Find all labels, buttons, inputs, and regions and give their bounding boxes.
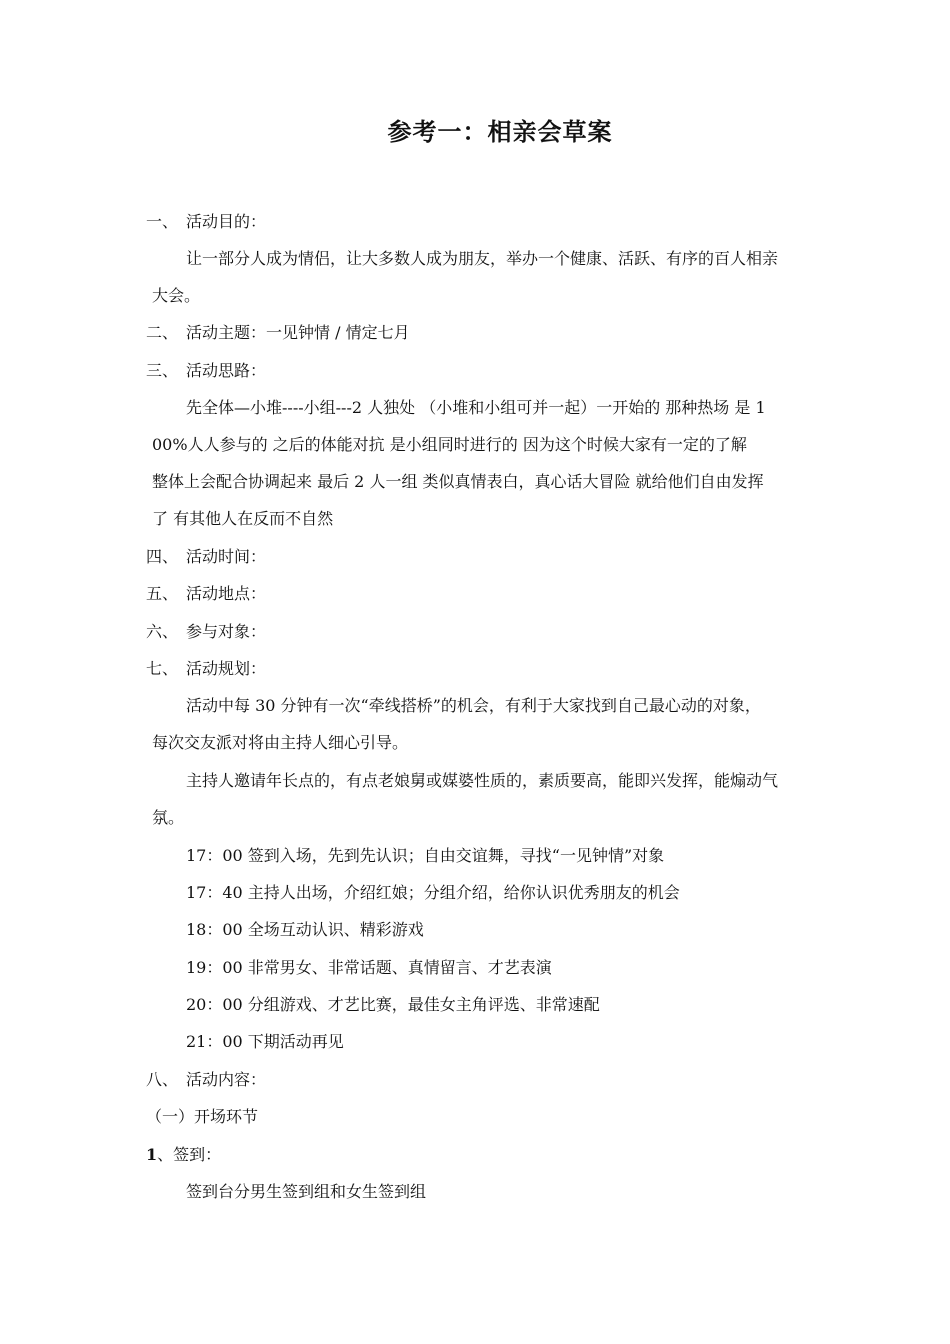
schedule-item: 21：00 下期活动再见 [186, 1032, 344, 1051]
item-number: 1 [146, 1145, 158, 1164]
paragraph-line: 主持人邀请年长点的，有点老娘舅或媒婆性质的，素质要高，能即兴发挥，能煽动气 [186, 771, 779, 790]
paragraph-line: 每次交友派对将由主持人细心引导。 [152, 733, 409, 752]
paragraph-line: 让一部分人成为情侣，让大多数人成为朋友，举办一个健康、活跃、有序的百人相亲 [186, 249, 779, 268]
section-number: 三、 [146, 361, 179, 380]
section-number: 一、 [146, 212, 179, 231]
section-label: 活动时间： [186, 547, 267, 566]
section-label: 活动地点： [186, 584, 267, 603]
schedule-item: 19：00 非常男女、非常话题、真情留言、才艺表演 [186, 958, 552, 977]
section-number: 五、 [146, 584, 179, 603]
section-number: 二、 [146, 323, 179, 342]
subsection-heading: （一）开场环节 [146, 1107, 259, 1126]
paragraph-line: 00%人人参与的 之后的体能对抗 是小组同时进行的 因为这个时候大家有一定的了解 [152, 435, 747, 454]
schedule-item: 17：00 签到入场，先到先认识；自由交谊舞，寻找“一见钟情”对象 [186, 846, 665, 865]
section-label: 活动思路： [186, 361, 267, 380]
page-title: 参考一：相亲会草案 [387, 118, 613, 146]
section-label: 参与对象： [186, 622, 267, 641]
section-label: 活动目的： [186, 212, 267, 231]
schedule-item: 18：00 全场互动认识、精彩游戏 [186, 920, 424, 939]
section-label: 活动内容： [186, 1070, 267, 1089]
section-label: 活动主题：一见钟情 / 情定七月 [186, 323, 410, 342]
paragraph-line: 先全体—小堆----小组---2 人独处 （小堆和小组可并一起）一开始的 那种热场 是 1 [186, 398, 766, 417]
schedule-item: 17：40 主持人出场，介绍红娘；分组介绍，给你认识优秀朋友的机会 [186, 883, 680, 902]
section-label: 活动规划： [186, 659, 267, 678]
paragraph-line: 大会。 [152, 286, 201, 305]
item-label: 、签到： [157, 1145, 222, 1164]
paragraph-line: 氛。 [152, 808, 185, 827]
item-heading [146, 1145, 221, 1165]
paragraph-line: 活动中每 30 分钟有一次“牵线搭桥”的机会，有利于大家找到自己最心动的对象， [186, 696, 761, 715]
section-number: 六、 [146, 622, 179, 641]
schedule-item: 20：00 分组游戏、才艺比赛，最佳女主角评选、非常速配 [186, 995, 600, 1014]
section-number: 八、 [146, 1070, 179, 1089]
paragraph-line: 整体上会配合协调起来 最后 2 人一组 类似真情表白，真心话大冒险 就给他们自由发挥 [152, 472, 764, 491]
section-number: 四、 [146, 547, 179, 566]
section-number: 七、 [146, 659, 179, 678]
paragraph-line: 签到台分男生签到组和女生签到组 [186, 1182, 427, 1201]
paragraph-line: 了 有其他人在反而不自然 [152, 509, 334, 528]
